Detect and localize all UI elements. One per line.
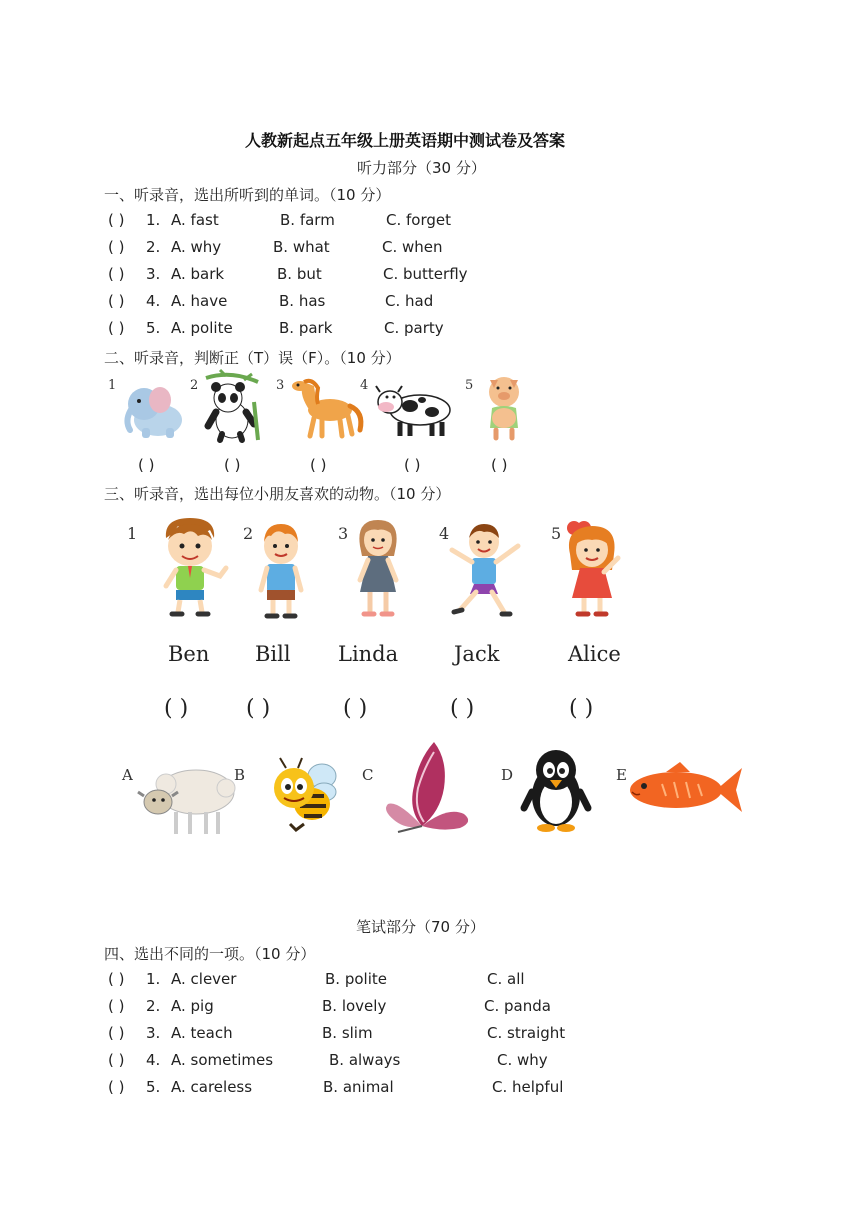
choice-letter-a: A	[122, 766, 133, 784]
section1-item-3-b: B. but	[277, 265, 322, 283]
choice-letter-c: C	[362, 766, 374, 784]
section1-item-2-num: 2.	[146, 238, 161, 256]
sheep-icon	[136, 762, 240, 836]
name-ben: Ben	[168, 642, 210, 666]
section1-item-4-paren[interactable]: ( )	[108, 292, 125, 310]
section3-num-3: 3	[338, 524, 349, 543]
elephant-icon	[120, 380, 190, 442]
section4-item-1-c: C. all	[487, 970, 525, 988]
name-bill: Bill	[255, 642, 291, 666]
section4-item-1-num: 1.	[146, 970, 161, 988]
section4-item-5-num: 5.	[146, 1078, 161, 1096]
alice-figure-icon	[560, 518, 636, 620]
name-alice: Alice	[568, 642, 621, 666]
section1-item-3-c: C. butterfly	[383, 265, 468, 283]
section2-answer-4[interactable]: ( )	[404, 456, 421, 474]
section4-item-5-c: C. helpful	[492, 1078, 564, 1096]
section3-num-2: 2	[243, 524, 254, 543]
section2-answer-2[interactable]: ( )	[224, 456, 241, 474]
name-jack: Jack	[454, 642, 500, 666]
section4-item-1-b: B. polite	[325, 970, 387, 988]
section2-num-5: 5	[465, 378, 474, 393]
section1-item-5-paren[interactable]: ( )	[108, 319, 125, 337]
section2-answer-3[interactable]: ( )	[310, 456, 327, 474]
section2-answer-5[interactable]: ( )	[491, 456, 508, 474]
panda-icon	[196, 372, 266, 442]
section4-item-5-a: A. careless	[171, 1078, 253, 1096]
section4-item-4-paren[interactable]: ( )	[108, 1051, 125, 1069]
section1-item-3-a: A. bark	[171, 265, 225, 283]
jack-figure-icon	[444, 520, 524, 620]
choice-letter-d: D	[501, 766, 514, 784]
section1-item-2-a: A. why	[171, 238, 222, 256]
bill-figure-icon	[255, 520, 307, 620]
section1-item-4-c: C. had	[385, 292, 434, 310]
cow-icon	[374, 382, 456, 440]
page-title: 人教新起点五年级上册英语期中测试卷及答案	[245, 131, 566, 150]
section2-num-2: 2	[190, 378, 199, 393]
section3-num-5: 5	[551, 524, 562, 543]
section4-item-2-num: 2.	[146, 997, 161, 1015]
section2-num-1: 1	[108, 378, 117, 393]
section3-answer-5[interactable]: ( )	[569, 696, 594, 721]
section1-item-5-c: C. party	[384, 319, 444, 337]
section1-item-5-b: B. park	[279, 319, 333, 337]
writing-header: 笔试部分（70 分）	[356, 918, 485, 936]
section1-item-5-num: 5.	[146, 319, 161, 337]
section3-num-4: 4	[439, 524, 450, 543]
section1-item-1-b: B. farm	[280, 211, 335, 229]
section4-item-4-c: C. why	[497, 1051, 548, 1069]
section4-item-2-c: C. panda	[484, 997, 551, 1015]
section1-item-1-num: 1.	[146, 211, 161, 229]
penguin-icon	[522, 746, 590, 832]
fish-icon	[626, 760, 744, 818]
choice-letter-b: B	[234, 766, 246, 784]
section4-item-3-num: 3.	[146, 1024, 161, 1042]
section1-item-2-c: C. when	[382, 238, 443, 256]
section4-item-4-a: A. sometimes	[171, 1051, 274, 1069]
section4-item-1-a: A. clever	[171, 970, 237, 988]
choice-letter-e: E	[616, 766, 627, 784]
section3-answer-4[interactable]: ( )	[450, 696, 475, 721]
section4-heading: 四、选出不同的一项。（10 分）	[104, 945, 316, 963]
section2-num-4: 4	[360, 378, 369, 393]
section4-item-5-paren[interactable]: ( )	[108, 1078, 125, 1096]
section1-item-4-b: B. has	[279, 292, 326, 310]
section3-heading: 三、听录音，选出每位小朋友喜欢的动物。（10 分）	[104, 485, 451, 503]
section1-item-5-a: A. polite	[171, 319, 233, 337]
section1-item-3-paren[interactable]: ( )	[108, 265, 125, 283]
section4-item-3-a: A. teach	[171, 1024, 233, 1042]
section1-item-1-a: A. fast	[171, 211, 219, 229]
section2-num-3: 3	[276, 378, 285, 393]
name-linda: Linda	[338, 642, 399, 666]
section4-item-2-b: B. lovely	[322, 997, 387, 1015]
section4-item-3-b: B. slim	[322, 1024, 373, 1042]
section1-item-2-paren[interactable]: ( )	[108, 238, 125, 256]
section3-num-1: 1	[127, 524, 138, 543]
section1-item-3-num: 3.	[146, 265, 161, 283]
section1-item-1-c: C. forget	[386, 211, 452, 229]
listening-header: 听力部分（30 分）	[357, 159, 486, 177]
section2-heading: 二、听录音，判断正（T）误（F）。（10 分）	[104, 349, 401, 367]
section4-item-5-b: B. animal	[323, 1078, 394, 1096]
section3-answer-3[interactable]: ( )	[343, 696, 368, 721]
bee-icon	[268, 756, 344, 836]
pig-icon	[480, 374, 530, 440]
section4-item-3-c: C. straight	[487, 1024, 566, 1042]
section1-item-4-num: 4.	[146, 292, 161, 310]
section4-item-3-paren[interactable]: ( )	[108, 1024, 125, 1042]
section3-answer-1[interactable]: ( )	[164, 696, 189, 721]
section4-item-2-a: A. pig	[171, 997, 214, 1015]
ben-figure-icon	[158, 516, 230, 620]
section4-item-1-paren[interactable]: ( )	[108, 970, 125, 988]
section4-item-2-paren[interactable]: ( )	[108, 997, 125, 1015]
section3-answer-2[interactable]: ( )	[246, 696, 271, 721]
butterfly-icon	[378, 740, 478, 836]
section4-item-4-b: B. always	[329, 1051, 401, 1069]
section1-heading: 一、听录音，选出所听到的单词。（10 分）	[104, 186, 391, 204]
section1-item-4-a: A. have	[171, 292, 228, 310]
linda-figure-icon	[350, 516, 406, 620]
section2-answer-1[interactable]: ( )	[138, 456, 155, 474]
horse-icon	[288, 378, 368, 440]
section4-item-4-num: 4.	[146, 1051, 161, 1069]
section1-item-1-paren[interactable]: ( )	[108, 211, 125, 229]
section1-item-2-b: B. what	[273, 238, 330, 256]
